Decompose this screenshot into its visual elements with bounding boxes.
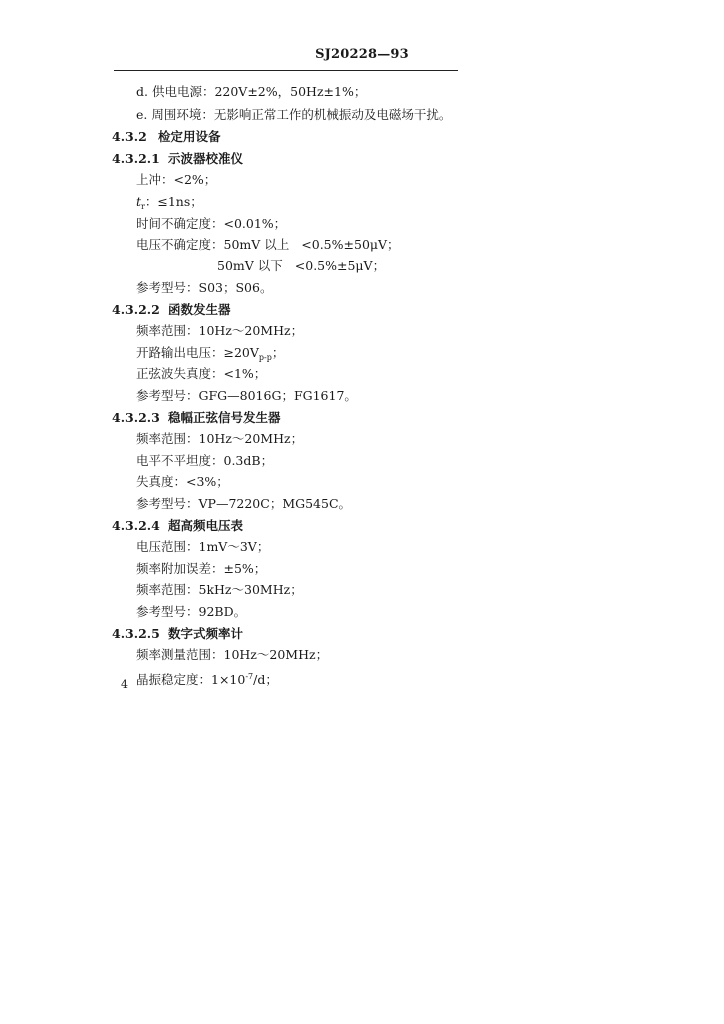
section-number: 4.3.2.2 [112,302,160,317]
voltage-uncertainty-line [136,237,400,253]
frequency-range-line: 频率范围：10Hz～20MHz； [136,431,304,446]
section-4-3-2-3-heading [112,410,281,426]
section-4-3-2-1-heading [112,151,243,167]
section-4-3-2-heading [112,129,221,145]
environment-line: e. 周围环境：无影响正常工作的机械振动及电磁场干扰。 [136,107,452,122]
voltage-below-value: <0.5%±5μV； [294,258,386,273]
section-4-3-2-4-heading [112,518,243,534]
section-title: 函数发生器 [168,302,231,317]
time-uncertainty-line: 时间不确定度：<0.01%； [136,216,287,231]
reference-model-line: 参考型号：GFG—8016G；FG1617。 [136,388,357,403]
frequency-range-line: 频率范围：5kHz～30MHz； [136,582,303,597]
section-title: 示波器校准仪 [168,151,244,166]
reference-model-line: 参考型号：92BD。 [136,604,247,619]
power-supply-line: d. 供电电源：220V±2%，50Hz±1%； [136,84,367,99]
voltage-above-value: <0.5%±50μV； [301,237,400,252]
rise-time-line [136,194,203,215]
page-number: 4 [121,678,128,691]
section-4-3-2-5-heading [112,626,243,642]
level-flatness-line: 电平不平坦度：0.3dB； [136,453,274,468]
document-code-header: SJ20228—93 [315,47,409,62]
section-title: 检定用设备 [158,129,221,144]
section-number: 4.3.2.5 [112,626,160,641]
crystal-stability-line [136,669,278,688]
crystal-stability-end: /d； [253,672,278,687]
rise-time-symbol: t [136,194,142,209]
section-number: 4.3.2 [112,129,147,144]
crystal-stability-exponent: -7 [245,672,254,681]
crystal-stability-value: 晶振稳定度：1×10 [136,672,246,687]
frequency-error-line: 频率附加误差：±5%； [136,561,267,576]
voltage-below-line [217,258,385,274]
open-circuit-voltage-line [136,345,284,366]
distortion-line: 失真度：<3%； [136,474,229,489]
rise-time-value: ：≤1ns； [144,194,203,209]
rise-time-subscript: r [141,202,145,211]
frequency-measure-range-line: 频率测量范围：10Hz～20MHz； [136,647,329,662]
voltage-below-range: 50mV 以下 [217,258,283,273]
section-title: 数字式频率计 [168,626,244,641]
voltage-range-line: 电压范围：1mV～3V； [136,539,270,554]
reference-model-line: 参考型号：VP—7220C；MG545C。 [136,496,352,511]
section-number: 4.3.2.1 [112,151,160,166]
section-4-3-2-2-heading [112,302,231,318]
open-circuit-voltage-end: ； [271,345,285,360]
section-title: 稳幅正弦信号发生器 [168,410,281,425]
overshoot-line: 上冲：<2%； [136,172,217,187]
section-number: 4.3.2.4 [112,518,160,533]
frequency-range-line: 频率范围：10Hz～20MHz； [136,323,304,338]
reference-model-line: 参考型号：S03；S06。 [136,280,273,295]
distortion-line: 正弦波失真度：<1%； [136,366,267,381]
open-circuit-voltage-value: 开路输出电压：≥20V [136,345,259,360]
section-title: 超高频电压表 [168,518,244,533]
voltage-above-range: 50mV 以上 [223,237,290,252]
open-circuit-voltage-subscript: p-p [258,353,272,362]
header-rule [114,70,458,71]
section-number: 4.3.2.3 [112,410,160,425]
voltage-uncertainty-label: 电压不确定度： [136,237,224,252]
